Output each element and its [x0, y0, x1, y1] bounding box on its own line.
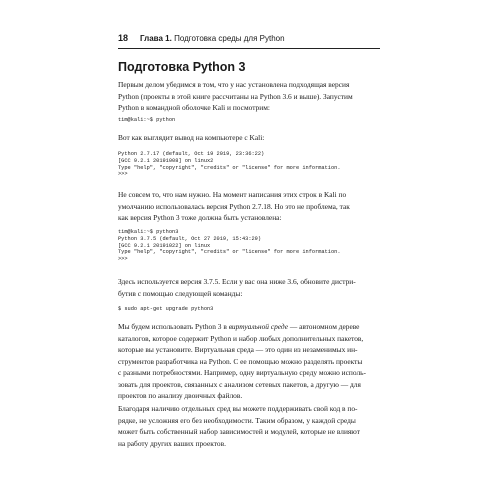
- code-python2-output: Python 2.7.17 (default, Oct 19 2019, 23:36:22) [GCC 9.2.1 20191008] on linux2 Type "help", "copyright", "credits" or "license" for more information. >>>: [118, 151, 341, 178]
- running-header: [118, 33, 380, 47]
- virtual-env-text-rest: — автономном дереве каталогов, которое содержит Python и набор любых дополнительных пакетов, которые вы установите. Виртуальная среда — это один из незаменимых ин- струментов разработчика на Python. С ее помощью можно разделять проекты с разными потребностями. Например, одну виртуальную среду можно исполь- зовать для проектов, связанных с анализом сетевых пакетов, а другую — для проектов по анализу двоичных файлов.: [118, 322, 366, 400]
- chapter-heading: [140, 34, 285, 43]
- code-python-command: tim@kali:~$ python: [118, 117, 176, 123]
- chapter-title: Подготовка среды для Python: [174, 34, 285, 43]
- paragraph-intro: Первым делом убедимся в том, что у нас установлена подходящая версия Python (проекты в этой книге рассчитаны на Python 3.6 и выше). Запустим Python в командной оболочке Kali и посмотрим:: [118, 80, 353, 112]
- paragraph-version-check: Здесь используется версия 3.7.5. Если у вас она ниже 3.6, обновите дистри- бутив с помощью следующей команды:: [118, 277, 356, 298]
- paragraph-kali-output: Вот как выглядит вывод на компьютере с Kali:: [118, 133, 265, 142]
- virtual-env-text-start: Мы будем использовать Python 3 в: [118, 322, 229, 331]
- paragraph-virtual-env: [118, 321, 382, 402]
- section-title: Подготовка Python 3: [118, 60, 246, 74]
- page-number: 18: [118, 33, 129, 43]
- code-python3-output: tim@kali:~$ python3 Python 3.7.5 (default, Oct 27 2019, 15:43:29) [GCC 9.2.1 20191022] on linux Type "help", "copyright", "credits" or "license" for more information. >>>: [118, 229, 341, 263]
- paragraph-not-what-we-need: Не совсем то, что нам нужно. На момент написания этих строк в Kali по умолчанию использовалась версия Python 2.7.18. Но это не проблема, так как версия Python 3 тоже должна быть установлена:: [118, 190, 350, 222]
- paragraph-separate-envs: Благодаря наличию отдельных сред вы можете поддерживать свой код в по- рядке, не усложняя его без необходимости. Таким образом, у каждой среды может быть собственный набор зависимостей и модулей, которые не влияют на работу других ваших проектов.: [118, 404, 360, 448]
- header-rule: [118, 48, 380, 49]
- virtual-env-term: виртуальной среде: [228, 322, 288, 331]
- chapter-label: Глава 1.: [140, 34, 172, 43]
- code-upgrade-command: $ sudo apt-get upgrade python3: [118, 306, 214, 312]
